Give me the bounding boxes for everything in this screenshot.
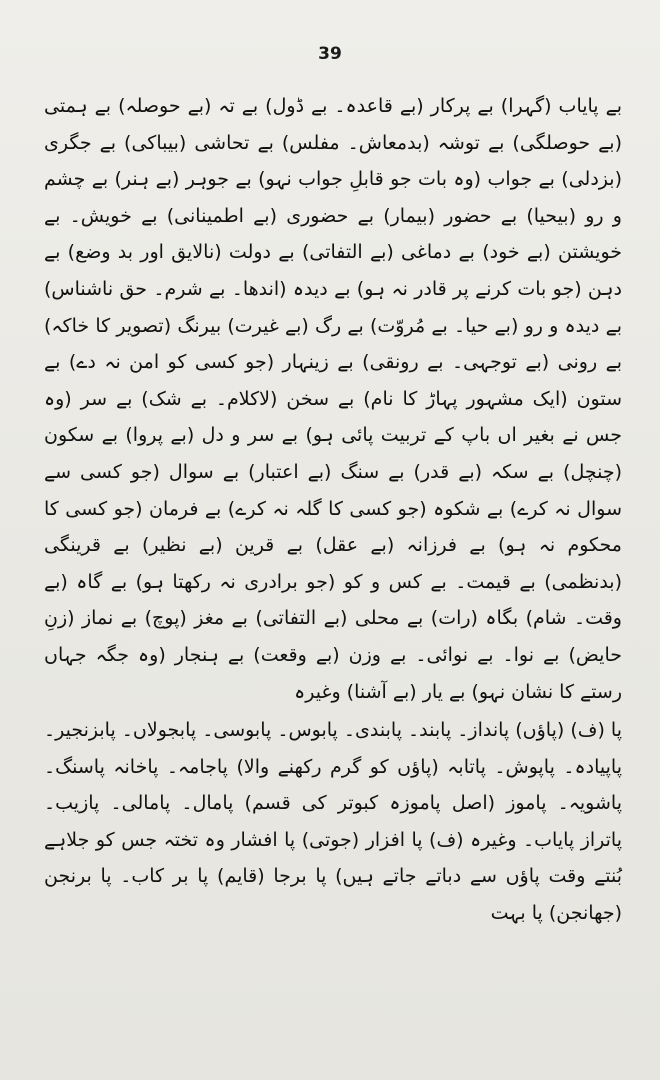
paragraph-pa-compounds: پا (ف) (پاؤں) پانداز۔ پابند۔ پابندی۔ پابوس۔ پابوسی۔ پابجولاں۔ پابزنجیر۔ پاپیادہ۔ پاپوش۔ پاتابہ (پاؤں کو گرم رکھنے والا) پاجامہ۔ پاخانہ پاسنگ۔ پاشویہ۔ پاموز (اصل پاموزہ کبوتر کی قسم) پامال۔ پامالی۔ پازیب۔ پاتراز پایاب۔ وغیرہ (ف) پا افزار (جوتی) پا افشار وہ تختہ جس کو جلاہے بُنتے وقت پاؤں سے دباتے جاتے ہیں) پا برجا (قایم) پا بر کاب۔ پا برنجن (جھانجن) پا بہت	[44, 719, 622, 925]
page-body	[44, 88, 622, 932]
paragraph-be-compounds: بے پایاب (گہرا) بے پرکار (بے قاعدہ۔ بے ڈول) بے تہ (بے حوصلہ) بے ہمتی (بے حوصلگی) بے توشہ (بدمعاش۔ مفلس) بے تحاشی (بیباکی) بے جگری (بزدلی) بے جواب (وہ بات جو قابلِ جواب نہو) بے جوہر (بے ہنر) بے چشم و رو (بیحیا) بے حضور (بیمار) بے حضوری (بے اطمینانی) بے خویش۔ بے خویشتن (بے خود) بے دماغی (بے التفاتی) بے دولت (نالایق اور بد وضع) بے دہن (جو بات کرنے پر قادر نہ ہو) بے دیدہ (اندھا۔ بے شرم۔ حق ناشناس) بے دیدہ و رو (بے حیا۔ بے مُروّت) بے رگ (بے غیرت) بیرنگ (تصویر کا خاکہ) بے رونی (بے توجہی۔ بے رونقی) بے زینہار (جو کسی کو امن نہ دے) بے ستون (ایک مشہور پہاڑ کا نام) بے سخن (لاکلام۔ بے شک) بے سر (وہ جس نے بغیر اں باپ کے تربیت پائی ہو) بے سر و دل (بے پروا) بے سکون (چنچل) بے سکہ (بے قدر) بے سنگ (بے اعتبار) بے سوال (جو کسی سے سوال نہ کرے) بے شکوہ (جو کسی کا گلہ نہ کرے) بے فرمان (جو کسی کا محکوم نہ ہو) بے فرزانہ (بے عقل) بے قرین (بے نظیر) بے قرینگی (بدنظمی) بے قیمت۔ بے کس و کو (جو برادری نہ رکھتا ہو) بے گاہ (بے وقت۔ شام) بگاہ (رات) بے محلی (بے التفاتی) بے مغز (پوچ) بے نماز (زنِ حایض) بے نوا۔ بے نوائی۔ بے وزن (بے وقعت) بے ہنجار (وہ جگہ جہاں رستے کا نشان نہو) بے یار (بے آشنا) وغیرہ	[44, 95, 622, 703]
page-number: 39	[318, 44, 342, 64]
